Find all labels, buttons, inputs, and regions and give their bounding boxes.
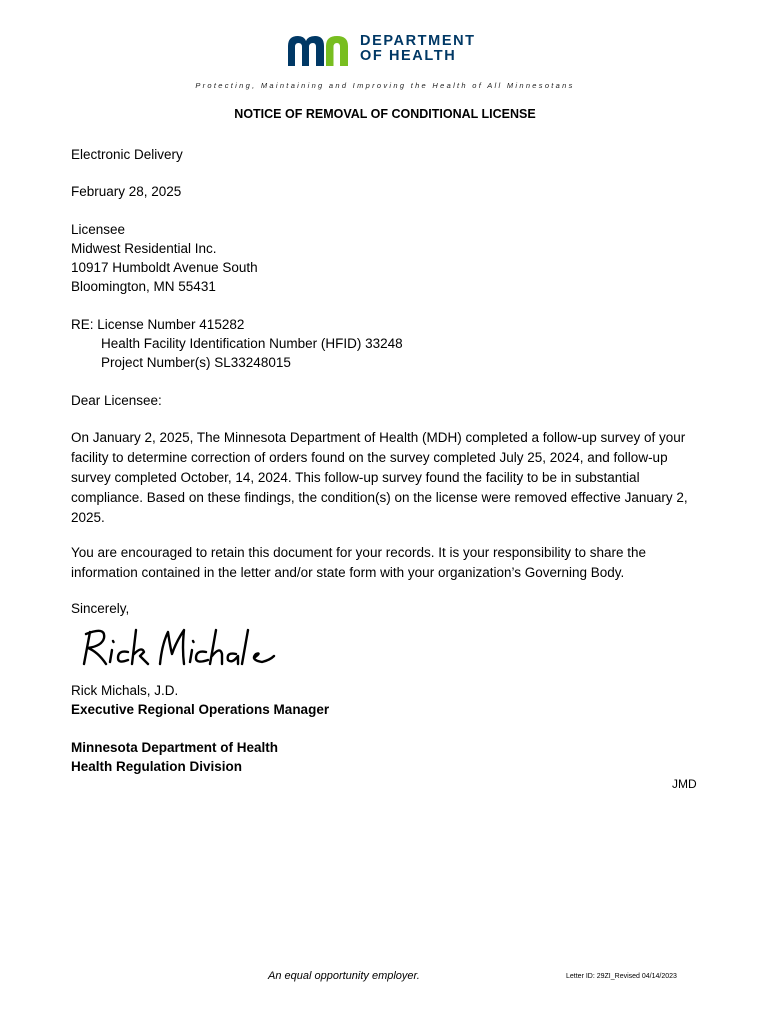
tagline: Protecting, Maintaining and Improving the Health of All Minnesotans <box>195 81 575 90</box>
signer-title: Executive Regional Operations Manager <box>71 702 330 717</box>
recipient-line-4: Bloomington, MN 55431 <box>71 279 216 294</box>
recipient-line-3: 10917 Humboldt Avenue South <box>71 260 258 275</box>
letter-date: February 28, 2025 <box>71 184 182 199</box>
letter-id: Letter ID: 29ZI_Revised 04/14/2023 <box>566 973 677 980</box>
delivery-method: Electronic Delivery <box>71 147 183 162</box>
mn-logo-icon <box>286 32 358 68</box>
recipient-line-2: Midwest Residential Inc. <box>71 241 217 256</box>
mdh-logo <box>286 32 486 68</box>
closing: Sincerely, <box>71 601 130 616</box>
logo-wordmark <box>360 34 476 64</box>
organization-division: Health Regulation Division <box>71 759 243 774</box>
salutation: Dear Licensee: <box>71 393 162 408</box>
organization-block <box>71 738 278 776</box>
re-license: RE: License Number 415282 <box>71 317 245 332</box>
body-paragraph-1: On January 2, 2025, The Minnesota Department of Health (MDH) completed a follow-up survey of your facility to determine correction of orders found on the survey completed July 25, 2024, and follow-up survey completed October, 14, 2024. This follow-up survey found the facility to be in substantial compliance. Based on these findings, the condition(s) on the license were removed effective January 2, 2025. <box>71 430 688 525</box>
signer-name: Rick Michals, J.D. <box>71 683 179 698</box>
recipient-line-1: Licensee <box>71 222 126 237</box>
body-paragraph-2: You are encouraged to retain this document for your records. It is your responsibility to share the information contained in the letter and/or state form with your organization’s Governing Body. <box>71 545 647 580</box>
typist-initials: JMD <box>672 777 697 791</box>
logo-line-1: DEPARTMENT <box>360 33 476 49</box>
logo-line-2: OF HEALTH <box>360 48 457 64</box>
re-hfid: Health Facility Identification Number (HFID) 33248 <box>101 336 403 351</box>
organization-name: Minnesota Department of Health <box>71 740 279 755</box>
equal-opportunity-statement: An equal opportunity employer. <box>268 970 420 982</box>
re-block <box>71 315 403 372</box>
notice-title: NOTICE OF REMOVAL OF CONDITIONAL LICENSE <box>234 107 536 121</box>
re-project: Project Number(s) SL33248015 <box>101 355 291 370</box>
recipient-address <box>71 220 258 296</box>
handwritten-signature <box>76 624 276 670</box>
signer-block <box>71 681 329 719</box>
